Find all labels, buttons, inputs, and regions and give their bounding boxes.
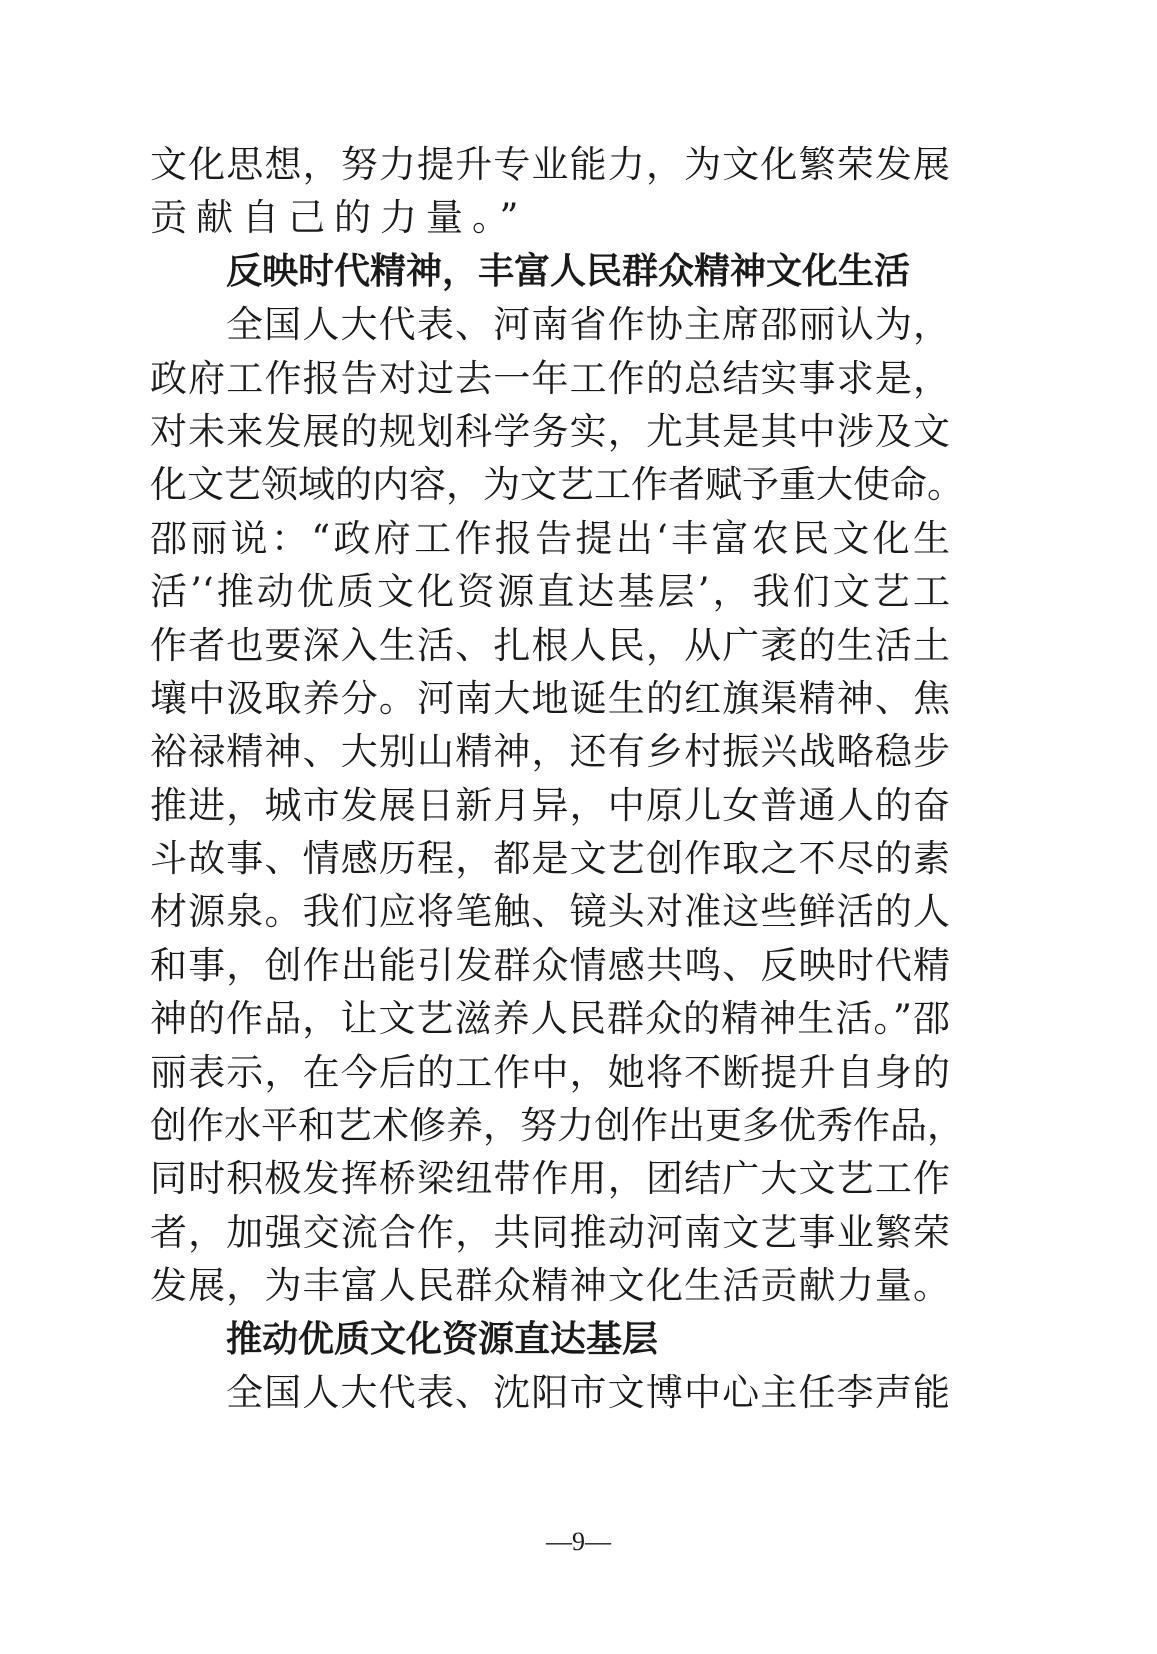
body-line: 者，加强交流合作，共同推动河南文艺事业繁荣 — [150, 1210, 950, 1254]
body-line: 作者也要深入生活、扎根人民，从广袤的生活土 — [150, 623, 950, 667]
body-line: 文化思想，努力提升专业能力，为文化繁荣发展 — [150, 143, 950, 186]
body-line: 壤中汲取养分。河南大地诞生的红旗渠精神、焦 — [150, 676, 950, 720]
body-line: 材源泉。我们应将笔触、镜头对准这些鲜活的人 — [150, 890, 950, 934]
body-line: 同时积极发挥桥梁纽带作用，团结广大文艺工作 — [150, 1157, 950, 1201]
paragraph-first-line: 全国人大代表、沈阳市文博中心主任李声能 — [226, 1370, 950, 1414]
body-line: 发展，为丰富人民群众精神文化生活贡献力量。 — [150, 1264, 950, 1308]
body-line: 裕禄精神、大别山精神，还有乡村振兴战略稳步 — [150, 730, 950, 774]
body-line: 对未来发展的规划科学务实，尤其是其中涉及文 — [150, 409, 950, 453]
body-line: 贡献自己的力量。” — [150, 196, 528, 240]
body-line: 和事，创作出能引发群众情感共鸣、反映时代精 — [150, 943, 950, 987]
section-heading: 推动优质文化资源直达基层 — [226, 1318, 659, 1360]
body-line: 丽表示，在今后的工作中，她将不断提升自身的 — [150, 1050, 950, 1094]
section-heading: 反映时代精神，丰富人民群众精神文化生活 — [226, 250, 911, 292]
body-line: 创作水平和艺术修养，努力创作出更多优秀作品， — [150, 1104, 964, 1148]
body-line: 斗故事、情感历程，都是文艺创作取之不尽的素 — [150, 837, 950, 881]
body-line: 神的作品，让文艺滋养人民群众的精神生活。”邵 — [150, 997, 950, 1041]
body-line: 邵丽说：“政府工作报告提出‘丰富农民文化生 — [150, 516, 950, 560]
body-line: 活’‘推动优质文化资源直达基层’，我们文艺工 — [150, 570, 950, 614]
page-number: —9— — [546, 1527, 611, 1556]
body-line: 推进，城市发展日新月异，中原儿女普通人的奋 — [150, 783, 950, 827]
body-line: 政府工作报告对过去一年工作的总结实事求是， — [150, 356, 950, 400]
paragraph-first-line: 全国人大代表、河南省作协主席邵丽认为， — [226, 303, 950, 347]
article-body — [150, 138, 964, 1419]
body-line: 化文艺领域的内容，为文艺工作者赋予重大使命。 — [150, 463, 964, 507]
